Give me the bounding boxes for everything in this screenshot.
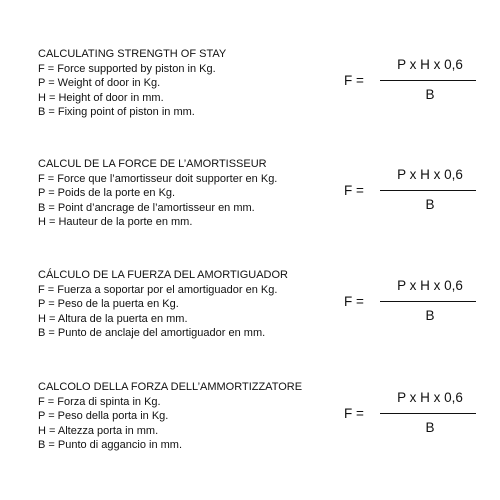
- definition-line: F = Fuerza a soportar por el amortiguador en Kg.: [38, 283, 278, 296]
- formula-lhs: F =: [344, 294, 364, 309]
- section-title: CALCOLO DELLA FORZA DELL’AMMORTIZZATORE: [38, 381, 303, 393]
- formula-denominator: B: [425, 308, 435, 323]
- definitions-spanish: [38, 268, 328, 341]
- definition-line: F = Force que l’amortisseur doit supporter en Kg.: [38, 172, 278, 185]
- formula-denominator: B: [425, 420, 435, 435]
- section-french: [38, 157, 478, 237]
- section-spanish: [38, 268, 478, 348]
- section-title: CALCUL DE LA FORCE DE L’AMORTISSEUR: [38, 158, 267, 170]
- formula-denominator: B: [425, 87, 435, 102]
- formula: [344, 390, 470, 442]
- definition-line: B = Punto de anclaje del amortiguador en mm.: [38, 327, 266, 339]
- fraction-bar: [380, 190, 476, 191]
- definition-line: P = Peso de la puerta en Kg.: [38, 298, 179, 310]
- formula: [344, 167, 470, 219]
- section-title: CÁLCULO DE LA FUERZA DEL AMORTIGUADOR: [38, 269, 289, 281]
- formula-lhs: F =: [344, 406, 364, 421]
- formula-numerator: P x H x 0,6: [397, 390, 463, 405]
- definition-line: H = Altura de la puerta en mm.: [38, 312, 188, 325]
- definition-line: H = Height of door in mm.: [38, 91, 164, 104]
- section-english: [38, 47, 478, 127]
- formula-numerator: P x H x 0,6: [397, 278, 463, 293]
- fraction-bar: [380, 413, 476, 414]
- definition-line: B = Fixing point of piston in mm.: [38, 106, 195, 118]
- fraction-bar: [380, 301, 476, 302]
- formula-lhs: F =: [344, 183, 364, 198]
- definition-line: B = Point d’ancrage de l’amortisseur en mm.: [38, 201, 255, 214]
- definition-line: B = Punto di aggancio in mm.: [38, 439, 182, 451]
- definition-line: P = Weight of door in Kg.: [38, 77, 161, 89]
- definition-line: F = Forza di spinta in Kg.: [38, 395, 161, 408]
- section-title: CALCULATING STRENGTH OF STAY: [38, 48, 227, 60]
- formula-numerator: P x H x 0,6: [397, 57, 463, 72]
- definition-line: F = Force supported by piston in Kg.: [38, 62, 216, 75]
- definition-line: H = Hauteur de la porte en mm.: [38, 216, 193, 228]
- definition-line: P = Poids de la porte en Kg.: [38, 187, 176, 199]
- definitions-english: [38, 47, 328, 120]
- fraction-bar: [380, 80, 476, 81]
- formula-denominator: B: [425, 197, 435, 212]
- definition-line: H = Altezza porta in mm.: [38, 424, 159, 437]
- definition-line: P = Peso della porta in Kg.: [38, 410, 169, 422]
- definitions-french: [38, 157, 328, 230]
- definitions-italian: [38, 380, 328, 453]
- formula: [344, 57, 470, 109]
- section-italian: [38, 380, 478, 460]
- formula-numerator: P x H x 0,6: [397, 167, 463, 182]
- formula: [344, 278, 470, 330]
- formula-lhs: F =: [344, 73, 364, 88]
